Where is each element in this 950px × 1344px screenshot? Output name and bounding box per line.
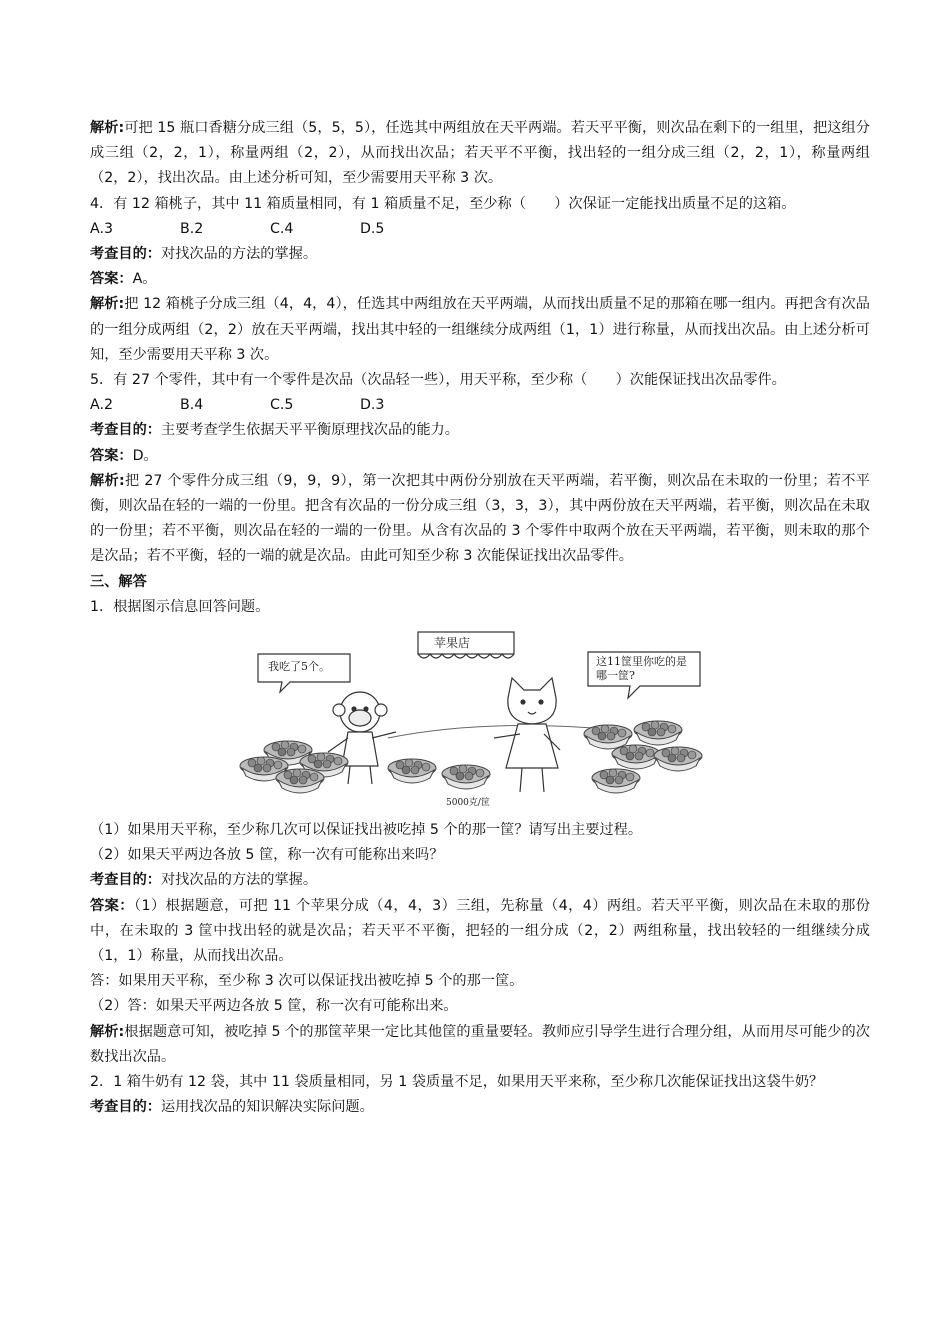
purpose-label: 考查目的：	[90, 246, 161, 263]
answer-label: 答案：	[90, 447, 133, 464]
q4-stem: 4．有 12 箱桃子，其中 11 箱质量相同，有 1 箱质量不足，至少称（ ）次保证一定能找出质量不足的这箱。	[90, 195, 796, 212]
q5-option-b: B.4	[180, 397, 204, 414]
basket-weight-label: 5000克/筐	[446, 798, 490, 809]
purpose-text: 对找次品的方法的掌握。	[160, 872, 318, 889]
cat-speech-text: 这11筐里你吃的是哪一筐?	[596, 655, 687, 683]
s3q1-answer	[90, 894, 870, 970]
shop-sign-text: 苹果店	[434, 636, 471, 651]
purpose-label: 考查目的：	[90, 1099, 161, 1116]
purpose-text: 主要考查学生依据天平平衡原理找次品的能力。	[160, 422, 459, 439]
s3q1-answer-line2: 答：如果用天平称，至少称 3 次可以保证找出被吃掉 5 个的那一筐。	[90, 973, 524, 990]
s3q2-stem: 2．1 箱牛奶有 12 袋，其中 11 袋质量相同，另 1 袋质量不足，如果用天平来称，至少称几次能保证找出这袋牛奶？	[90, 1074, 824, 1091]
analysis-text: 把 27 个零件分成三组（9，9，9），第一次把其中两份分别放在天平两端，若平衡，则次品在未取的一份里；若不平衡，则次品在轻的一端的一份里。把含有次品的一份分成三组（3，3，3），其中两份放在天平两端，若平衡，则次品在未取的一份里；若不平衡，则次品在轻的一端的一份里。从含有次品的 3 个零件中取两个放在天平两端，若平衡，则未取的那个是次品；若不平衡，轻的一端的就是次品。由此可知至少称 3 次能保证找出次品零件。	[90, 472, 870, 565]
s3q1-stem: 1．根据图示信息回答问题。	[90, 598, 270, 615]
analysis-label: 解析:	[90, 120, 125, 136]
answer-label: 答案：	[90, 271, 133, 288]
cat-figure	[494, 678, 560, 792]
q5-purpose	[90, 418, 870, 443]
analysis-label: 解析:	[90, 296, 125, 313]
answer-text: D。	[132, 447, 158, 464]
s3q1-purpose	[90, 868, 870, 893]
section-heading: 三、解答	[90, 573, 147, 590]
q4-options	[90, 217, 870, 242]
q4-option-b: B.2	[180, 220, 204, 237]
s3q1-answer-line3: （2）答：如果天平两边各放 5 筐，称一次有可能称出来。	[90, 998, 458, 1015]
purpose-text: 运用找次品的知识解决实际问题。	[160, 1099, 374, 1116]
s3q1-analysis	[90, 1020, 870, 1070]
q5-option-a: A.2	[90, 397, 113, 414]
q5-answer	[90, 444, 870, 469]
analysis-text: 可把 15 瓶口香糖分成三组（5，5，5），任选其中两组放在天平两端。若天平平衡，则次品在剩下的一组里，把这组分成三组（2，2，1），称量两组（2，2），从而找出次品；若天平不平衡，找出轻的一组分成三组（2，2，1），称量两组（2，2），找出次品。由上述分析可知，至少需要用天平称 3 次。	[90, 120, 870, 187]
s3q1-sub2: （2）如果天平两边各放 5 筐，称一次有可能称出来吗？	[90, 847, 444, 864]
q4-option-a: A.3	[90, 220, 113, 237]
apple-shop-illustration	[238, 626, 710, 814]
analysis-text: 根据题意可知，被吃掉 5 个的那筐苹果一定比其他筐的重量要轻。教师应引导学生进行合理分组，从而用尽可能少的次数找出次品。	[90, 1023, 870, 1065]
q5-stem: 5．有 27 个零件，其中有一个零件是次品（次品轻一些），用天平称，至少称（ ）次能保证找出次品零件。	[90, 372, 786, 389]
q4-answer	[90, 267, 870, 292]
q4-purpose	[90, 242, 870, 267]
s3q2-purpose	[90, 1095, 870, 1120]
answer-label: 答案：	[90, 897, 134, 914]
answer-text: （1）根据题意，可把 11 个苹果分成（4，4，3）三组，先称量（4，4）两组。若天平平衡，则次品在未取的那份中，在未取的 3 筐中找出轻的就是次品；若天平不平衡，把轻的一组分成（2，2）两组称量，找出较轻的一组继续分成（1，1）称量，从而找出次品。	[90, 897, 870, 965]
q5-options	[90, 393, 870, 418]
document-page	[90, 116, 870, 1121]
prev-analysis	[90, 116, 870, 192]
analysis-text: 把 12 箱桃子分成三组（4，4，4），任选其中两组放在天平两端，从而找出质量不足的那箱在哪一组内。再把含有次品的一组分成两组（2，2）放在天平两端，找出其中轻的一组继续分成两组（1，1）进行称量，从而找出次品。由上述分析可知，至少需要用天平称 3 次。	[90, 296, 870, 363]
answer-text: A。	[132, 271, 157, 288]
q5-option-c: C.5	[270, 397, 294, 414]
q5-analysis	[90, 469, 870, 570]
q4-option-c: C.4	[270, 220, 294, 237]
q4-analysis	[90, 292, 870, 368]
purpose-label: 考查目的：	[90, 422, 161, 439]
q4-option-d: D.5	[360, 220, 385, 237]
purpose-text: 对找次品的方法的掌握。	[160, 246, 318, 263]
q5-option-d: D.3	[360, 397, 385, 414]
analysis-label: 解析:	[90, 1023, 125, 1040]
purpose-label: 考查目的：	[90, 872, 161, 889]
monkey-speech-text: 我吃了5个。	[268, 660, 330, 674]
s3q1-sub1: （1）如果用天平称，至少称几次可以保证找出被吃掉 5 个的那一筐？请写出主要过程。	[90, 822, 643, 839]
analysis-label: 解析:	[90, 472, 125, 489]
